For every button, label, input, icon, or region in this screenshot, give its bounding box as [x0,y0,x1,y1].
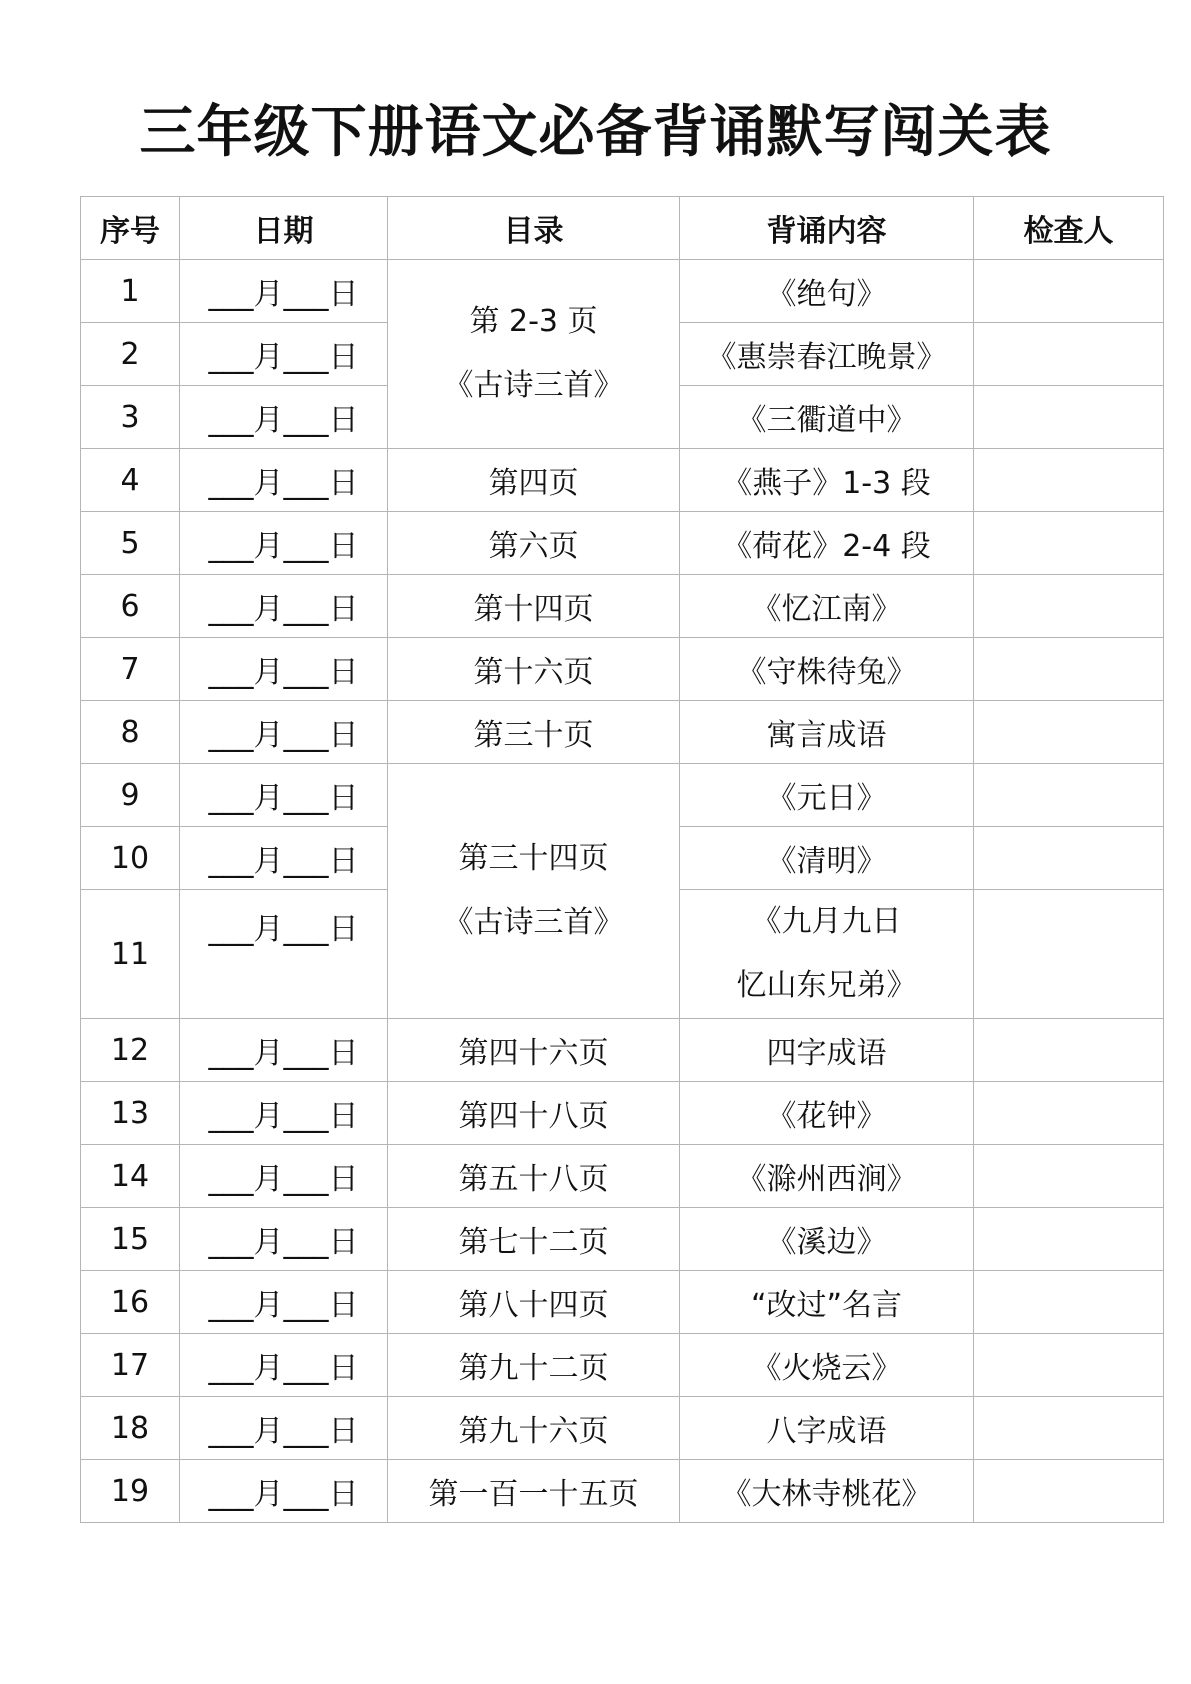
date-field[interactable]: ___月___日 [180,1334,388,1397]
content-line: 《九月九日 [751,904,902,939]
row-number: 4 [81,449,180,512]
header-number: 序号 [81,197,180,260]
toc-page: 第 2-3 页 [469,304,598,339]
toc-cell: 第九十六页 [388,1397,680,1460]
date-field[interactable]: ___月___日 [180,323,388,386]
content-cell [680,890,974,1019]
row-number: 13 [81,1082,180,1145]
content-cell: 《火烧云》 [680,1334,974,1397]
toc-title: 《古诗三首》 [443,905,624,940]
table-row [81,1082,1164,1145]
content-cell: 《滁州西涧》 [680,1145,974,1208]
table-row [81,1397,1164,1460]
table-row [81,1460,1164,1523]
content-cell: 《花钟》 [680,1082,974,1145]
date-field[interactable]: ___月___日 [180,512,388,575]
table-header-row [81,197,1164,260]
checker-field[interactable] [974,1271,1164,1334]
toc-cell: 第四十八页 [388,1082,680,1145]
header-checker: 检查人 [974,197,1164,260]
checker-field[interactable] [974,1082,1164,1145]
toc-cell: 第七十二页 [388,1208,680,1271]
row-number: 16 [81,1271,180,1334]
checker-field[interactable] [974,1208,1164,1271]
date-field[interactable]: ___月___日 [180,890,388,1019]
content-cell: 《三衢道中》 [680,386,974,449]
date-field[interactable]: ___月___日 [180,1019,388,1082]
row-number: 5 [81,512,180,575]
table-row [81,764,1164,827]
checker-field[interactable] [974,638,1164,701]
toc-group-cell [388,764,680,1019]
checker-field[interactable] [974,512,1164,575]
date-field[interactable]: ___月___日 [180,827,388,890]
checker-field[interactable] [974,1460,1164,1523]
page-title: 三年级下册语文必备背诵默写闯关表 [139,100,1052,165]
toc-cell: 第十四页 [388,575,680,638]
toc-cell: 第一百一十五页 [388,1460,680,1523]
row-number: 8 [81,701,180,764]
checker-field[interactable] [974,1397,1164,1460]
header-date: 日期 [180,197,388,260]
content-cell: 《燕子》1-3 段 [680,449,974,512]
toc-title: 《古诗三首》 [443,368,624,403]
toc-cell: 第三十页 [388,701,680,764]
row-number: 12 [81,1019,180,1082]
checker-field[interactable] [974,764,1164,827]
content-cell: 八字成语 [680,1397,974,1460]
date-field[interactable]: ___月___日 [180,1397,388,1460]
row-number: 19 [81,1460,180,1523]
content-cell: “改过”名言 [680,1271,974,1334]
date-field[interactable]: ___月___日 [180,638,388,701]
row-number: 3 [81,386,180,449]
toc-cell: 第五十八页 [388,1145,680,1208]
checker-field[interactable] [974,1145,1164,1208]
row-number: 7 [81,638,180,701]
table-row [81,701,1164,764]
table-row [81,1145,1164,1208]
row-number: 15 [81,1208,180,1271]
date-field[interactable]: ___月___日 [180,449,388,512]
checker-field[interactable] [974,827,1164,890]
toc-group-cell [388,260,680,449]
row-number: 2 [81,323,180,386]
checker-field[interactable] [974,890,1164,1019]
date-field[interactable]: ___月___日 [180,1082,388,1145]
content-cell: 《元日》 [680,764,974,827]
recitation-table [80,196,1164,1523]
row-number: 10 [81,827,180,890]
toc-cell: 第十六页 [388,638,680,701]
checker-field[interactable] [974,386,1164,449]
toc-cell: 第四页 [388,449,680,512]
toc-cell: 第九十二页 [388,1334,680,1397]
date-field[interactable]: ___月___日 [180,1271,388,1334]
content-cell: 四字成语 [680,1019,974,1082]
row-number: 6 [81,575,180,638]
date-field[interactable]: ___月___日 [180,260,388,323]
date-field[interactable]: ___月___日 [180,386,388,449]
content-line: 忆山东兄弟》 [736,968,917,1003]
content-cell: 《绝句》 [680,260,974,323]
toc-cell: 第六页 [388,512,680,575]
row-number: 17 [81,1334,180,1397]
content-cell: 《惠崇春江晚景》 [680,323,974,386]
table-row [81,638,1164,701]
table-row [81,575,1164,638]
checker-field[interactable] [974,449,1164,512]
checker-field[interactable] [974,701,1164,764]
table-row [81,1334,1164,1397]
checker-field[interactable] [974,323,1164,386]
table-row [81,260,1164,323]
content-cell: 《荷花》2-4 段 [680,512,974,575]
date-field[interactable]: ___月___日 [180,764,388,827]
date-field[interactable]: ___月___日 [180,575,388,638]
checker-field[interactable] [974,575,1164,638]
content-cell: 《大林寺桃花》 [680,1460,974,1523]
date-field[interactable]: ___月___日 [180,1460,388,1523]
table-row [81,1208,1164,1271]
content-cell: 《清明》 [680,827,974,890]
date-field[interactable]: ___月___日 [180,701,388,764]
toc-page: 第三十四页 [458,841,609,876]
toc-cell: 第四十六页 [388,1019,680,1082]
row-number: 11 [81,890,180,1019]
checker-field[interactable] [974,1019,1164,1082]
content-cell: 《守株待兔》 [680,638,974,701]
content-cell: 寓言成语 [680,701,974,764]
table-row [81,1271,1164,1334]
header-content: 背诵内容 [680,197,974,260]
checker-field[interactable] [974,1334,1164,1397]
content-cell: 《忆江南》 [680,575,974,638]
header-toc: 目录 [388,197,680,260]
content-cell: 《溪边》 [680,1208,974,1271]
row-number: 9 [81,764,180,827]
date-field[interactable]: ___月___日 [180,1145,388,1208]
toc-cell: 第八十四页 [388,1271,680,1334]
row-number: 1 [81,260,180,323]
row-number: 18 [81,1397,180,1460]
date-field[interactable]: ___月___日 [180,1208,388,1271]
checker-field[interactable] [974,260,1164,323]
table-row [81,449,1164,512]
row-number: 14 [81,1145,180,1208]
table-row [81,1019,1164,1082]
table-row [81,512,1164,575]
